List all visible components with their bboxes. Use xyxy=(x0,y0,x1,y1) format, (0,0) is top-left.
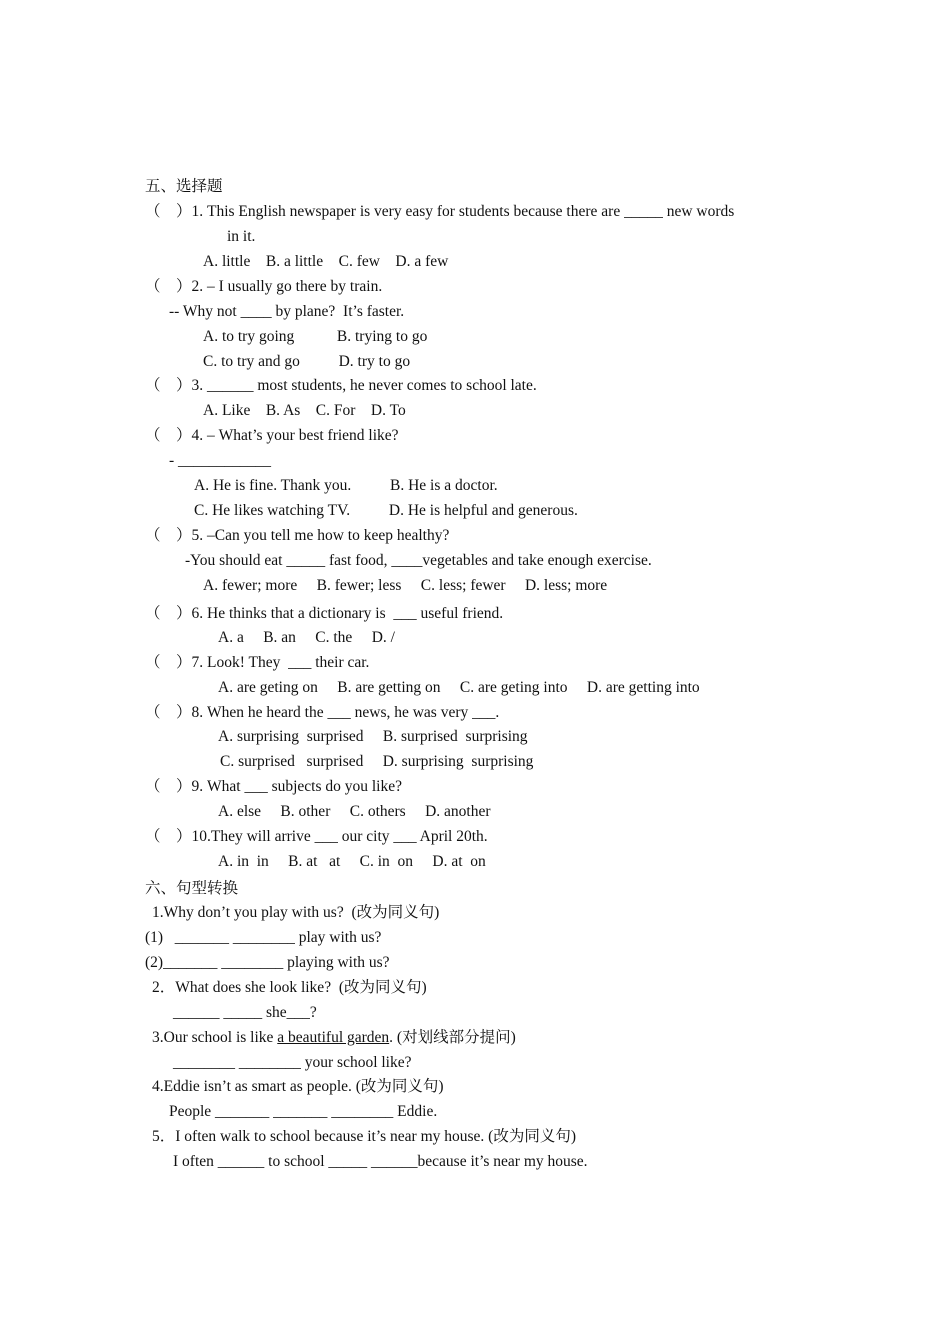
s2-answer: ______ _____ she___? xyxy=(173,1004,317,1021)
q10-options: A. in in B. at at C. in on D. at on xyxy=(218,853,486,870)
s4-prompt: 4.Eddie isn’t as smart as people. (改为同义句) xyxy=(152,1078,444,1095)
q4-blank: - ____________ xyxy=(169,452,272,469)
q4-options-cd: C. He likes watching TV. D. He is helpful and generous. xyxy=(194,502,578,519)
q2-stem: （ ）2. – I usually go there by train. xyxy=(145,278,383,295)
q6-stem: （ ）6. He thinks that a dictionary is ___ useful friend. xyxy=(145,605,504,622)
s5-answer: I often ______ to school _____ ______because it’s near my house. xyxy=(173,1153,588,1170)
s3-prompt-after: . (对划线部分提问) xyxy=(389,1029,516,1046)
q1-stem-continued: in it. xyxy=(227,228,256,245)
q2-options-ab: A. to try going B. trying to go xyxy=(203,328,428,345)
q5-options: A. fewer; more B. fewer; less C. less; fewer D. less; more xyxy=(203,577,608,594)
s1-answer-2: (2)_______ ________ playing with us? xyxy=(145,954,390,971)
s3-prompt-before: 3.Our school is like xyxy=(152,1029,278,1046)
q4-stem: （ ）4. – What’s your best friend like? xyxy=(145,427,399,444)
q9-options: A. else B. other C. others D. another xyxy=(218,803,491,820)
q5-response: -You should eat _____ fast food, ____vegetables and take enough exercise. xyxy=(185,552,652,569)
s5-prompt: 5．I often walk to school because it’s near my house. (改为同义句) xyxy=(152,1128,577,1145)
q8-options-ab: A. surprising surprised B. surprised surprising xyxy=(218,728,528,745)
q8-options-cd: C. surprised surprised D. surprising surprising xyxy=(220,753,534,770)
q2-options-cd: C. to try and go D. try to go xyxy=(203,353,411,370)
s3-underlined-phrase: a beautiful garden xyxy=(277,1029,390,1046)
q7-options: A. are geting on B. are getting on C. are geting into D. are getting into xyxy=(218,679,700,696)
s3-answer: ________ ________ your school like? xyxy=(173,1054,412,1071)
q10-stem: （ ）10.They will arrive ___ our city ___ April 20th. xyxy=(145,828,488,845)
s4-answer: People _______ _______ ________ Eddie. xyxy=(169,1103,438,1120)
q8-stem: （ ）8. When he heard the ___ news, he was very ___. xyxy=(145,704,500,721)
section-5-heading: 五、选择题 xyxy=(145,178,223,195)
q3-stem: （ ）3. ______ most students, he never comes to school late. xyxy=(145,377,537,394)
q1-options: A. little B. a little C. few D. a few xyxy=(203,253,449,270)
q6-options: A. a B. an C. the D. / xyxy=(218,629,395,646)
s2-prompt: 2．What does she look like? (改为同义句) xyxy=(152,979,427,996)
q2-response: -- Why not ____ by plane? It’s faster. xyxy=(169,303,405,320)
q4-options-ab: A. He is fine. Thank you. B. He is a doctor. xyxy=(194,477,498,494)
s1-answer-1: (1) _______ ________ play with us? xyxy=(145,929,382,946)
section-6-heading: 六、句型转换 xyxy=(145,880,239,897)
q5-stem: （ ）5. –Can you tell me how to keep healthy? xyxy=(145,527,450,544)
q3-options: A. Like B. As C. For D. To xyxy=(203,402,406,419)
q1-stem: （ ）1. This English newspaper is very easy for students because there are _____ new words xyxy=(145,203,735,220)
s1-prompt: 1.Why don’t you play with us? (改为同义句) xyxy=(152,904,440,921)
q7-stem: （ ）7. Look! They ___ their car. xyxy=(145,654,370,671)
s3-prompt xyxy=(152,1028,516,1048)
q9-stem: （ ）9. What ___ subjects do you like? xyxy=(145,778,402,795)
